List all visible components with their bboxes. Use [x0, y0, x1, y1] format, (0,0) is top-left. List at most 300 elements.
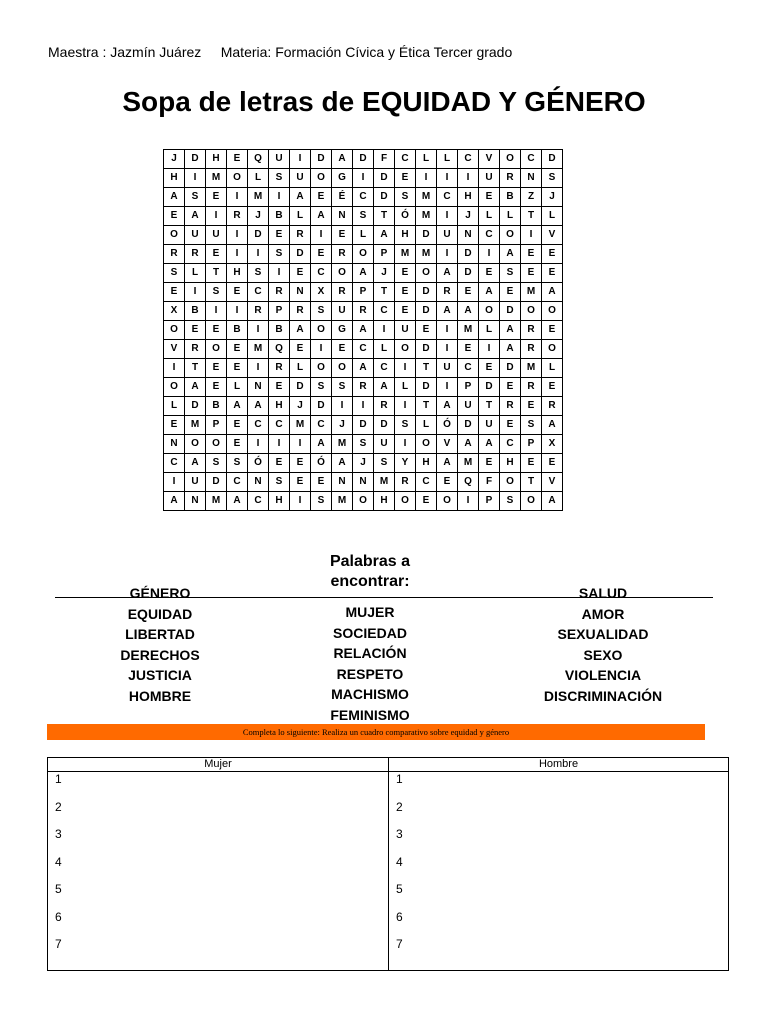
grid-cell[interactable]: C — [311, 264, 332, 283]
grid-cell[interactable]: I — [185, 169, 206, 188]
grid-cell[interactable]: L — [374, 340, 395, 359]
grid-cell[interactable]: D — [416, 283, 437, 302]
grid-cell[interactable]: I — [458, 169, 479, 188]
grid-cell[interactable]: I — [374, 321, 395, 340]
grid-cell[interactable]: V — [542, 473, 563, 492]
grid-cell[interactable]: E — [311, 473, 332, 492]
grid-cell[interactable]: D — [458, 416, 479, 435]
grid-cell[interactable]: M — [374, 473, 395, 492]
grid-cell[interactable]: I — [395, 397, 416, 416]
grid-cell[interactable]: D — [206, 473, 227, 492]
grid-cell[interactable]: I — [164, 473, 185, 492]
grid-cell[interactable]: C — [416, 473, 437, 492]
grid-cell[interactable]: A — [437, 397, 458, 416]
grid-cell[interactable]: P — [479, 492, 500, 511]
grid-cell[interactable]: T — [374, 283, 395, 302]
grid-cell[interactable]: U — [479, 169, 500, 188]
grid-cell[interactable]: S — [395, 416, 416, 435]
grid-cell[interactable]: C — [353, 188, 374, 207]
grid-cell[interactable]: C — [164, 454, 185, 473]
grid-cell[interactable]: I — [521, 226, 542, 245]
grid-cell[interactable]: A — [437, 264, 458, 283]
grid-cell[interactable]: C — [521, 150, 542, 169]
grid-cell[interactable]: A — [290, 188, 311, 207]
grid-cell[interactable]: P — [458, 378, 479, 397]
grid-cell[interactable]: E — [416, 321, 437, 340]
grid-cell[interactable]: I — [353, 397, 374, 416]
grid-cell[interactable]: R — [185, 245, 206, 264]
grid-cell[interactable]: J — [248, 207, 269, 226]
grid-cell[interactable]: O — [416, 435, 437, 454]
grid-cell[interactable]: S — [374, 454, 395, 473]
grid-cell[interactable]: E — [206, 359, 227, 378]
grid-cell[interactable]: D — [311, 397, 332, 416]
grid-cell[interactable]: U — [437, 359, 458, 378]
grid-cell[interactable]: T — [521, 473, 542, 492]
grid-cell[interactable]: J — [332, 416, 353, 435]
grid-cell[interactable]: N — [332, 473, 353, 492]
grid-cell[interactable]: E — [227, 150, 248, 169]
grid-cell[interactable]: I — [311, 226, 332, 245]
grid-cell[interactable]: R — [227, 207, 248, 226]
grid-cell[interactable]: L — [479, 207, 500, 226]
grid-cell[interactable]: E — [311, 245, 332, 264]
grid-cell[interactable]: O — [206, 435, 227, 454]
grid-cell[interactable]: L — [290, 359, 311, 378]
grid-cell[interactable]: R — [542, 397, 563, 416]
grid-cell[interactable]: A — [164, 188, 185, 207]
grid-cell[interactable]: I — [269, 264, 290, 283]
grid-cell[interactable]: E — [311, 188, 332, 207]
grid-cell[interactable]: E — [500, 416, 521, 435]
grid-cell[interactable]: O — [206, 340, 227, 359]
grid-cell[interactable]: A — [353, 264, 374, 283]
grid-cell[interactable]: C — [458, 359, 479, 378]
grid-cell[interactable]: A — [458, 435, 479, 454]
grid-cell[interactable]: I — [290, 435, 311, 454]
grid-cell[interactable]: R — [185, 340, 206, 359]
grid-cell[interactable]: U — [479, 416, 500, 435]
grid-cell[interactable]: P — [269, 302, 290, 321]
grid-cell[interactable]: Z — [521, 188, 542, 207]
grid-cell[interactable]: H — [458, 188, 479, 207]
grid-cell[interactable]: A — [311, 207, 332, 226]
grid-cell[interactable]: H — [374, 492, 395, 511]
grid-cell[interactable]: E — [290, 454, 311, 473]
grid-cell[interactable]: Q — [458, 473, 479, 492]
grid-cell[interactable]: O — [521, 302, 542, 321]
grid-cell[interactable]: E — [227, 283, 248, 302]
grid-cell[interactable]: I — [437, 321, 458, 340]
grid-cell[interactable]: E — [416, 492, 437, 511]
grid-cell[interactable]: M — [290, 416, 311, 435]
grid-cell[interactable]: S — [269, 473, 290, 492]
grid-cell[interactable]: I — [248, 321, 269, 340]
grid-cell[interactable]: D — [290, 378, 311, 397]
grid-cell[interactable]: Ó — [248, 454, 269, 473]
grid-cell[interactable]: A — [227, 492, 248, 511]
grid-cell[interactable]: A — [185, 454, 206, 473]
grid-cell[interactable]: S — [248, 264, 269, 283]
grid-cell[interactable]: D — [311, 150, 332, 169]
grid-cell[interactable]: D — [416, 302, 437, 321]
grid-cell[interactable]: G — [332, 169, 353, 188]
grid-cell[interactable]: H — [395, 226, 416, 245]
grid-cell[interactable]: I — [332, 397, 353, 416]
grid-cell[interactable]: J — [374, 264, 395, 283]
grid-cell[interactable]: I — [479, 340, 500, 359]
grid-cell[interactable]: S — [269, 245, 290, 264]
grid-cell[interactable]: A — [353, 359, 374, 378]
grid-cell[interactable]: P — [353, 283, 374, 302]
grid-cell[interactable]: D — [479, 378, 500, 397]
grid-cell[interactable]: U — [458, 397, 479, 416]
grid-cell[interactable]: C — [248, 283, 269, 302]
grid-cell[interactable]: S — [521, 416, 542, 435]
grid-cell[interactable]: M — [458, 321, 479, 340]
grid-cell[interactable]: M — [416, 207, 437, 226]
grid-cell[interactable]: E — [290, 264, 311, 283]
grid-cell[interactable]: E — [437, 473, 458, 492]
grid-cell[interactable]: I — [311, 340, 332, 359]
grid-cell[interactable]: L — [437, 150, 458, 169]
grid-cell[interactable]: S — [164, 264, 185, 283]
grid-cell[interactable]: N — [164, 435, 185, 454]
grid-cell[interactable]: O — [542, 302, 563, 321]
grid-cell[interactable]: E — [479, 454, 500, 473]
grid-cell[interactable]: X — [311, 283, 332, 302]
grid-cell[interactable]: L — [248, 169, 269, 188]
grid-cell[interactable]: A — [437, 302, 458, 321]
grid-cell[interactable]: E — [206, 378, 227, 397]
grid-cell[interactable]: E — [206, 188, 227, 207]
grid-cell[interactable]: H — [206, 150, 227, 169]
grid-cell[interactable]: L — [290, 207, 311, 226]
grid-cell[interactable]: S — [311, 492, 332, 511]
grid-cell[interactable]: R — [269, 283, 290, 302]
grid-cell[interactable]: A — [185, 207, 206, 226]
grid-cell[interactable]: O — [332, 264, 353, 283]
grid-cell[interactable]: V — [542, 226, 563, 245]
grid-cell[interactable]: I — [437, 378, 458, 397]
grid-cell[interactable]: L — [500, 207, 521, 226]
grid-cell[interactable]: D — [185, 397, 206, 416]
grid-cell[interactable]: A — [332, 150, 353, 169]
grid-cell[interactable]: E — [227, 340, 248, 359]
grid-cell[interactable]: N — [185, 492, 206, 511]
grid-cell[interactable]: C — [248, 492, 269, 511]
grid-cell[interactable]: N — [353, 473, 374, 492]
grid-cell[interactable]: R — [521, 321, 542, 340]
grid-cell[interactable]: H — [164, 169, 185, 188]
grid-cell[interactable]: I — [269, 435, 290, 454]
grid-cell[interactable]: R — [500, 169, 521, 188]
grid-cell[interactable]: D — [290, 245, 311, 264]
grid-cell[interactable]: D — [500, 359, 521, 378]
grid-cell[interactable]: C — [437, 188, 458, 207]
grid-cell[interactable]: E — [395, 264, 416, 283]
grid-cell[interactable]: O — [311, 169, 332, 188]
grid-cell[interactable]: I — [185, 283, 206, 302]
grid-cell[interactable]: O — [227, 169, 248, 188]
grid-cell[interactable]: S — [206, 454, 227, 473]
grid-cell[interactable]: Q — [269, 340, 290, 359]
grid-cell[interactable]: L — [227, 378, 248, 397]
grid-cell[interactable]: I — [227, 245, 248, 264]
grid-cell[interactable]: I — [437, 207, 458, 226]
grid-cell[interactable]: N — [332, 207, 353, 226]
grid-cell[interactable]: I — [395, 435, 416, 454]
grid-cell[interactable]: C — [458, 150, 479, 169]
grid-cell[interactable]: U — [185, 473, 206, 492]
grid-cell[interactable]: I — [395, 359, 416, 378]
grid-cell[interactable]: É — [332, 188, 353, 207]
grid-cell[interactable]: H — [269, 397, 290, 416]
grid-cell[interactable]: M — [248, 340, 269, 359]
grid-cell[interactable]: L — [395, 378, 416, 397]
grid-cell[interactable]: C — [248, 416, 269, 435]
grid-cell[interactable]: A — [227, 397, 248, 416]
grid-cell[interactable]: U — [290, 169, 311, 188]
grid-cell[interactable]: B — [227, 321, 248, 340]
grid-cell[interactable]: O — [542, 340, 563, 359]
grid-cell[interactable]: V — [437, 435, 458, 454]
grid-cell[interactable]: C — [500, 435, 521, 454]
grid-cell[interactable]: A — [500, 340, 521, 359]
grid-cell[interactable]: U — [269, 150, 290, 169]
grid-cell[interactable]: O — [353, 245, 374, 264]
grid-cell[interactable]: L — [164, 397, 185, 416]
grid-cell[interactable]: E — [206, 321, 227, 340]
grid-cell[interactable]: O — [185, 435, 206, 454]
grid-cell[interactable]: P — [206, 416, 227, 435]
grid-cell[interactable]: D — [374, 169, 395, 188]
grid-cell[interactable]: R — [500, 397, 521, 416]
grid-cell[interactable]: A — [458, 302, 479, 321]
grid-cell[interactable]: E — [521, 397, 542, 416]
grid-cell[interactable]: E — [185, 321, 206, 340]
grid-cell[interactable]: D — [353, 416, 374, 435]
grid-cell[interactable]: O — [311, 321, 332, 340]
grid-cell[interactable]: M — [185, 416, 206, 435]
grid-cell[interactable]: L — [416, 416, 437, 435]
grid-cell[interactable]: C — [395, 150, 416, 169]
grid-cell[interactable]: B — [185, 302, 206, 321]
grid-cell[interactable]: O — [521, 492, 542, 511]
grid-cell[interactable]: R — [374, 397, 395, 416]
grid-cell[interactable]: X — [542, 435, 563, 454]
grid-cell[interactable]: R — [332, 283, 353, 302]
grid-cell[interactable]: R — [290, 302, 311, 321]
grid-cell[interactable]: S — [227, 454, 248, 473]
grid-cell[interactable]: S — [206, 283, 227, 302]
grid-cell[interactable]: J — [542, 188, 563, 207]
grid-cell[interactable]: A — [374, 226, 395, 245]
grid-cell[interactable]: I — [248, 435, 269, 454]
grid-cell[interactable]: U — [206, 226, 227, 245]
grid-cell[interactable]: E — [521, 454, 542, 473]
grid-cell[interactable]: N — [458, 226, 479, 245]
grid-cell[interactable]: N — [248, 378, 269, 397]
grid-cell[interactable]: E — [290, 473, 311, 492]
grid-cell[interactable]: B — [206, 397, 227, 416]
grid-cell[interactable]: A — [542, 283, 563, 302]
grid-cell[interactable]: N — [248, 473, 269, 492]
grid-cell[interactable]: E — [269, 454, 290, 473]
grid-cell[interactable]: T — [185, 359, 206, 378]
grid-cell[interactable]: X — [164, 302, 185, 321]
grid-cell[interactable]: D — [416, 340, 437, 359]
grid-cell[interactable]: I — [227, 188, 248, 207]
grid-cell[interactable]: H — [500, 454, 521, 473]
grid-cell[interactable]: T — [206, 264, 227, 283]
grid-cell[interactable]: S — [269, 169, 290, 188]
grid-cell[interactable]: D — [248, 226, 269, 245]
grid-cell[interactable]: A — [500, 245, 521, 264]
grid-cell[interactable]: Y — [395, 454, 416, 473]
grid-cell[interactable]: E — [395, 283, 416, 302]
grid-cell[interactable]: O — [164, 226, 185, 245]
grid-cell[interactable]: R — [269, 359, 290, 378]
grid-cell[interactable]: M — [248, 188, 269, 207]
grid-cell[interactable]: S — [500, 492, 521, 511]
grid-cell[interactable]: E — [227, 359, 248, 378]
grid-cell[interactable]: L — [542, 359, 563, 378]
grid-cell[interactable]: E — [332, 226, 353, 245]
grid-cell[interactable]: O — [311, 359, 332, 378]
grid-cell[interactable]: M — [332, 492, 353, 511]
grid-cell[interactable]: I — [248, 359, 269, 378]
grid-cell[interactable]: M — [395, 245, 416, 264]
grid-cell[interactable]: R — [248, 302, 269, 321]
grid-cell[interactable]: L — [185, 264, 206, 283]
grid-cell[interactable]: E — [542, 378, 563, 397]
grid-cell[interactable]: A — [437, 454, 458, 473]
grid-cell[interactable]: R — [521, 340, 542, 359]
grid-cell[interactable]: U — [185, 226, 206, 245]
grid-cell[interactable]: A — [542, 416, 563, 435]
grid-cell[interactable]: A — [248, 397, 269, 416]
grid-cell[interactable]: A — [479, 435, 500, 454]
grid-cell[interactable]: M — [521, 359, 542, 378]
grid-cell[interactable]: F — [479, 473, 500, 492]
grid-cell[interactable]: E — [542, 245, 563, 264]
grid-cell[interactable]: U — [332, 302, 353, 321]
grid-cell[interactable]: A — [500, 321, 521, 340]
grid-cell[interactable]: V — [164, 340, 185, 359]
grid-cell[interactable]: Ó — [437, 416, 458, 435]
grid-cell[interactable]: O — [416, 264, 437, 283]
grid-cell[interactable]: H — [269, 492, 290, 511]
grid-cell[interactable]: I — [458, 492, 479, 511]
grid-cell[interactable]: S — [353, 435, 374, 454]
grid-cell[interactable]: R — [395, 473, 416, 492]
grid-cell[interactable]: I — [437, 169, 458, 188]
grid-cell[interactable]: I — [227, 226, 248, 245]
grid-cell[interactable]: I — [290, 150, 311, 169]
grid-cell[interactable]: S — [353, 207, 374, 226]
grid-cell[interactable]: D — [374, 188, 395, 207]
grid-cell[interactable]: T — [416, 359, 437, 378]
grid-cell[interactable]: E — [479, 359, 500, 378]
grid-cell[interactable]: T — [479, 397, 500, 416]
grid-cell[interactable]: A — [311, 435, 332, 454]
grid-cell[interactable]: E — [227, 435, 248, 454]
grid-cell[interactable]: R — [437, 283, 458, 302]
grid-cell[interactable]: E — [164, 416, 185, 435]
grid-cell[interactable]: O — [395, 340, 416, 359]
grid-cell[interactable]: S — [311, 302, 332, 321]
grid-cell[interactable]: E — [521, 264, 542, 283]
grid-cell[interactable]: A — [353, 321, 374, 340]
grid-cell[interactable]: B — [500, 188, 521, 207]
grid-cell[interactable]: I — [479, 245, 500, 264]
grid-cell[interactable]: I — [206, 207, 227, 226]
grid-cell[interactable]: L — [353, 226, 374, 245]
grid-cell[interactable]: T — [416, 397, 437, 416]
grid-cell[interactable]: T — [374, 207, 395, 226]
grid-cell[interactable]: Q — [248, 150, 269, 169]
grid-cell[interactable]: S — [542, 169, 563, 188]
grid-cell[interactable]: B — [269, 321, 290, 340]
grid-cell[interactable]: I — [437, 245, 458, 264]
grid-cell[interactable]: R — [332, 245, 353, 264]
grid-cell[interactable]: E — [458, 340, 479, 359]
grid-cell[interactable]: L — [416, 150, 437, 169]
grid-cell[interactable]: I — [437, 340, 458, 359]
grid-cell[interactable]: A — [164, 492, 185, 511]
grid-cell[interactable]: D — [353, 150, 374, 169]
grid-cell[interactable]: C — [479, 226, 500, 245]
grid-cell[interactable]: N — [290, 283, 311, 302]
grid-cell[interactable]: H — [416, 454, 437, 473]
grid-cell[interactable]: O — [437, 492, 458, 511]
grid-cell[interactable]: J — [458, 207, 479, 226]
grid-cell[interactable]: F — [374, 150, 395, 169]
grid-cell[interactable]: R — [353, 378, 374, 397]
grid-cell[interactable]: U — [437, 226, 458, 245]
grid-cell[interactable]: G — [332, 321, 353, 340]
grid-cell[interactable]: M — [206, 492, 227, 511]
grid-cell[interactable]: E — [521, 245, 542, 264]
grid-cell[interactable]: E — [164, 207, 185, 226]
grid-cell[interactable]: B — [269, 207, 290, 226]
grid-cell[interactable]: S — [185, 188, 206, 207]
grid-cell[interactable]: I — [206, 302, 227, 321]
grid-cell[interactable]: C — [311, 416, 332, 435]
grid-cell[interactable]: J — [353, 454, 374, 473]
grid-cell[interactable]: O — [164, 321, 185, 340]
grid-cell[interactable]: J — [164, 150, 185, 169]
grid-cell[interactable]: E — [542, 264, 563, 283]
grid-cell[interactable]: O — [500, 473, 521, 492]
grid-cell[interactable]: O — [500, 150, 521, 169]
grid-cell[interactable]: C — [269, 416, 290, 435]
grid-cell[interactable]: R — [521, 378, 542, 397]
grid-cell[interactable]: S — [311, 378, 332, 397]
grid-cell[interactable]: S — [500, 264, 521, 283]
grid-cell[interactable]: M — [332, 435, 353, 454]
grid-cell[interactable]: E — [458, 283, 479, 302]
grid-cell[interactable]: E — [164, 283, 185, 302]
grid-cell[interactable]: D — [374, 416, 395, 435]
grid-cell[interactable]: I — [164, 359, 185, 378]
grid-cell[interactable]: A — [290, 321, 311, 340]
grid-cell[interactable]: O — [164, 378, 185, 397]
grid-cell[interactable]: E — [479, 188, 500, 207]
grid-cell[interactable]: A — [542, 492, 563, 511]
grid-cell[interactable]: E — [542, 321, 563, 340]
